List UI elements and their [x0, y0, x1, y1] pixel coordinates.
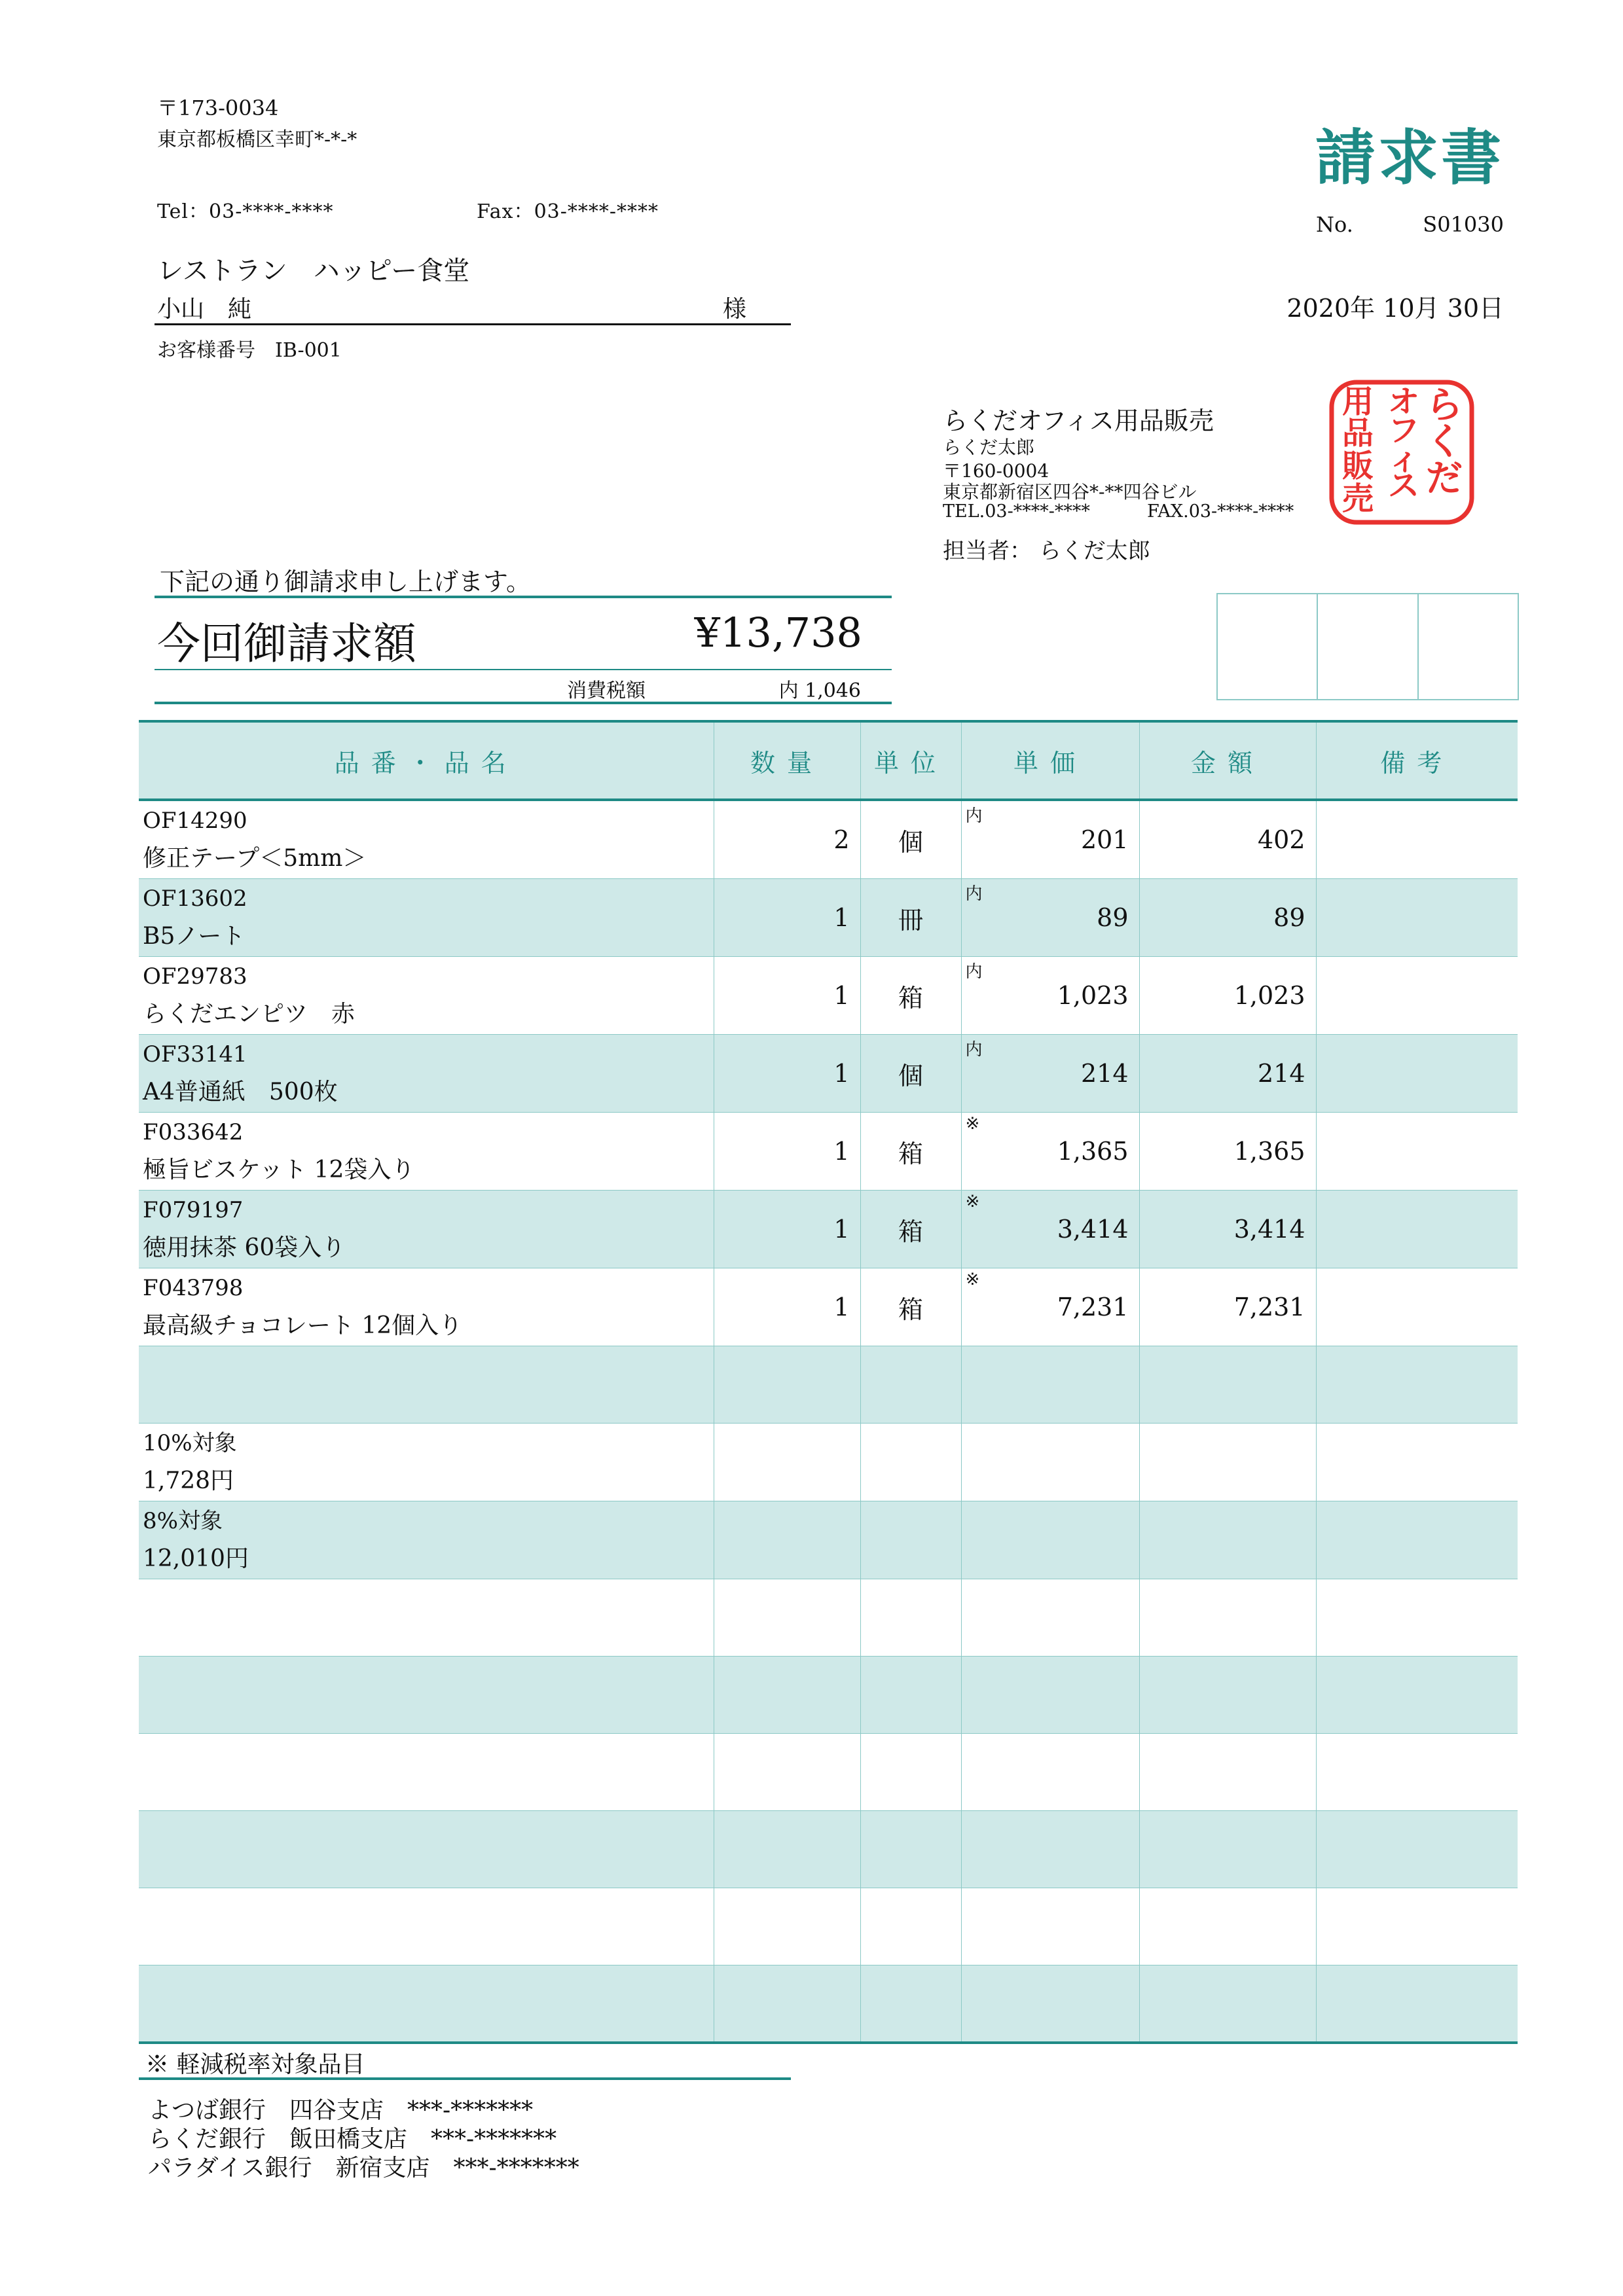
empty-cell [139, 1346, 714, 1424]
col-header-remarks: 備考 [1316, 721, 1518, 800]
item-remarks [1316, 1191, 1518, 1268]
item-qty: 1 [714, 1113, 860, 1191]
empty-cell [961, 1579, 1139, 1657]
customer-number: お客様番号 IB-001 [157, 339, 342, 362]
empty-cell [1139, 1888, 1316, 1965]
empty-cell [961, 1811, 1139, 1888]
table-row-empty [139, 1888, 1518, 1965]
divider [155, 702, 892, 704]
item-amount: 7,231 [1139, 1268, 1316, 1346]
svg-text:ら: ら [1426, 384, 1463, 427]
issuer-company: らくだオフィス用品販売 [943, 406, 1214, 435]
tax-label: 消費税額 [567, 679, 646, 702]
item-price: 89 [1097, 903, 1129, 932]
item-price-cell [961, 1191, 1139, 1268]
empty-cell [1139, 1424, 1316, 1501]
empty-cell [139, 1811, 714, 1888]
empty-cell [1316, 1811, 1518, 1888]
empty-cell [139, 1579, 714, 1657]
empty-cell [714, 1579, 860, 1657]
summary-cell [139, 1501, 714, 1579]
table-header-row [139, 721, 1518, 800]
col-header-unit: 単位 [860, 721, 961, 800]
item-name: 修正テープ＜5mm＞ [143, 845, 367, 872]
empty-cell [714, 1424, 860, 1501]
invoice-number-label: No. [1316, 212, 1353, 237]
empty-cell [714, 1888, 860, 1965]
tax-mark: ※ [965, 1192, 980, 1211]
tax-mark: 内 [965, 884, 983, 904]
item-remarks [1316, 1035, 1518, 1113]
bank-account: パラダイス銀行 新宿支店 ***-******* [148, 2155, 579, 2181]
empty-cell [714, 1346, 860, 1424]
empty-cell [714, 1811, 860, 1888]
empty-cell [961, 1346, 1139, 1424]
item-price: 214 [1080, 1059, 1129, 1088]
table-row [139, 957, 1518, 1035]
document-title: 請求書 [1315, 123, 1504, 193]
item-code: OF29783 [143, 963, 247, 990]
svg-text:販: 販 [1341, 448, 1374, 484]
col-header-qty: 数量 [714, 721, 860, 800]
item-name: 徳用抹茶 60袋入り [143, 1234, 346, 1261]
issuer-tel: TEL.03-****-**** [943, 501, 1090, 522]
bank-account: よつば銀行 四谷支店 ***-******* [148, 2097, 534, 2124]
empty-cell [961, 1888, 1139, 1965]
item-amount: 3,414 [1139, 1191, 1316, 1268]
item-qty: 1 [714, 1268, 860, 1346]
col-header-amount: 金額 [1139, 721, 1316, 800]
tax-mark: ※ [965, 1114, 980, 1134]
item-qty: 1 [714, 1035, 860, 1113]
divider [155, 596, 892, 598]
table-row [139, 1113, 1518, 1191]
item-amount: 1,023 [1139, 957, 1316, 1035]
item-code: OF14290 [143, 808, 247, 834]
summary-cell [139, 1424, 714, 1501]
table-row [139, 1035, 1518, 1113]
recipient-person: 小山 純 [157, 296, 252, 323]
item-code: F043798 [143, 1275, 244, 1301]
recipient-company: レストラン ハッピー食堂 [157, 256, 470, 286]
summary-label: 8%対象 [143, 1508, 223, 1534]
billing-notice: 下記の通り御請求申し上げます。 [160, 567, 531, 596]
item-name: らくだエンピツ 赤 [143, 1001, 356, 1028]
empty-cell [1139, 1965, 1316, 2043]
items-table [139, 720, 1518, 2044]
table-row [139, 1268, 1518, 1346]
issuer-postal: 〒160-0004 [943, 460, 1049, 482]
recipient-fax: Fax：03-****-**** [477, 200, 659, 223]
item-code: F079197 [143, 1197, 244, 1223]
total-amount: ¥13,738 [694, 609, 862, 656]
item-price: 1,023 [1057, 981, 1129, 1010]
item-amount: 89 [1139, 879, 1316, 957]
reduced-tax-note: ※ 軽減税率対象品目 [145, 2051, 365, 2078]
item-code: OF13602 [143, 886, 247, 912]
empty-cell [1139, 1734, 1316, 1811]
empty-cell [860, 1346, 961, 1424]
empty-cell [1316, 1346, 1518, 1424]
summary-value: 12,010円 [143, 1545, 249, 1572]
svg-text:ス: ス [1387, 467, 1420, 504]
item-price: 3,414 [1057, 1215, 1129, 1244]
divider [139, 2077, 791, 2080]
table-row-empty [139, 1965, 1518, 2043]
item-unit: 箱 [860, 1191, 961, 1268]
company-seal-stamp [1328, 378, 1476, 526]
svg-text:フ: フ [1387, 412, 1420, 449]
issuer-person: らくだ太郎 [943, 437, 1035, 458]
item-unit: 個 [860, 1035, 961, 1113]
item-name: 最高級チョコレート 12個入り [143, 1312, 463, 1339]
tax-mark: ※ [965, 1270, 980, 1289]
empty-cell [1316, 1657, 1518, 1734]
col-header-item: 品番・品名 [139, 721, 714, 800]
item-cell [139, 879, 714, 957]
item-name: A4普通紙 500枚 [143, 1079, 338, 1105]
item-remarks [1316, 800, 1518, 879]
bank-account: らくだ銀行 飯田橋支店 ***-******* [148, 2126, 557, 2153]
recipient-tel: Tel：03-****-**** [157, 200, 334, 223]
item-cell [139, 957, 714, 1035]
col-header-price: 単価 [961, 721, 1139, 800]
table-row-empty [139, 1811, 1518, 1888]
summary-value: 1,728円 [143, 1467, 234, 1494]
item-cell [139, 1113, 714, 1191]
item-qty: 2 [714, 800, 860, 879]
empty-cell [1316, 1734, 1518, 1811]
svg-text:ィ: ィ [1387, 441, 1420, 478]
item-remarks [1316, 1113, 1518, 1191]
recipient-address: 東京都板橋区幸町*-*-* [157, 128, 357, 151]
empty-cell [1316, 1579, 1518, 1657]
item-price-cell [961, 800, 1139, 879]
empty-cell [714, 1734, 860, 1811]
approval-stamp-boxes [1216, 593, 1519, 700]
approval-box [1419, 594, 1518, 699]
table-row [139, 1191, 1518, 1268]
recipient-postal: 〒173-0034 [157, 96, 279, 120]
item-qty: 1 [714, 879, 860, 957]
empty-cell [860, 1579, 961, 1657]
tax-mark: 内 [965, 1040, 983, 1060]
empty-cell [714, 1501, 860, 1579]
empty-cell [961, 1965, 1139, 2043]
item-cell [139, 1191, 714, 1268]
tax-amount: 内 1,046 [778, 679, 861, 702]
empty-cell [1316, 1424, 1518, 1501]
item-unit: 箱 [860, 1113, 961, 1191]
item-qty: 1 [714, 957, 860, 1035]
empty-cell [860, 1965, 961, 2043]
item-code: OF33141 [143, 1041, 247, 1067]
empty-cell [961, 1424, 1139, 1501]
item-price: 1,365 [1057, 1137, 1129, 1166]
item-code: F033642 [143, 1119, 244, 1145]
invoice-number: S01030 [1423, 212, 1504, 237]
item-cell [139, 1035, 714, 1113]
tax-mark: 内 [965, 962, 983, 982]
empty-cell [1316, 1965, 1518, 2043]
item-price-cell [961, 879, 1139, 957]
item-price-cell [961, 1113, 1139, 1191]
item-price-cell [961, 1268, 1139, 1346]
tax-mark: 内 [965, 806, 983, 826]
tax-summary-row [139, 1501, 1518, 1579]
item-unit: 箱 [860, 1268, 961, 1346]
svg-text:だ: だ [1426, 457, 1463, 500]
empty-cell [961, 1734, 1139, 1811]
item-price: 7,231 [1057, 1293, 1129, 1321]
item-unit: 冊 [860, 879, 961, 957]
item-cell [139, 1268, 714, 1346]
svg-text:品: 品 [1341, 415, 1374, 452]
empty-cell [860, 1734, 961, 1811]
issuer-address: 東京都新宿区四谷*-**四谷ビル [943, 481, 1197, 503]
empty-cell [1139, 1346, 1316, 1424]
table-row-empty [139, 1579, 1518, 1657]
item-amount: 1,365 [1139, 1113, 1316, 1191]
approval-box [1218, 594, 1318, 699]
item-amount: 214 [1139, 1035, 1316, 1113]
empty-cell [1139, 1811, 1316, 1888]
issuer-fax: FAX.03-****-**** [1147, 501, 1294, 522]
table-row-empty [139, 1657, 1518, 1734]
empty-cell [961, 1501, 1139, 1579]
item-unit: 箱 [860, 957, 961, 1035]
item-price: 201 [1080, 825, 1129, 854]
table-row-empty [139, 1734, 1518, 1811]
item-cell [139, 800, 714, 879]
empty-cell [1139, 1657, 1316, 1734]
item-qty: 1 [714, 1191, 860, 1268]
empty-cell [714, 1965, 860, 2043]
item-unit: 個 [860, 800, 961, 879]
empty-cell [139, 1965, 714, 2043]
empty-cell [860, 1501, 961, 1579]
item-remarks [1316, 879, 1518, 957]
empty-cell [1316, 1888, 1518, 1965]
recipient-underline [155, 323, 791, 325]
svg-text:売: 売 [1341, 480, 1374, 517]
recipient-honorific: 様 [723, 296, 747, 323]
summary-label: 10%対象 [143, 1430, 237, 1456]
table-row [139, 800, 1518, 879]
empty-cell [961, 1657, 1139, 1734]
item-remarks [1316, 1268, 1518, 1346]
table-row [139, 879, 1518, 957]
table-row-empty [139, 1346, 1518, 1424]
empty-cell [1139, 1579, 1316, 1657]
item-name: 極旨ビスケット 12袋入り [143, 1157, 415, 1183]
svg-text:用: 用 [1341, 384, 1374, 420]
empty-cell [139, 1657, 714, 1734]
total-amount-label: 今回御請求額 [157, 619, 416, 669]
empty-cell [714, 1657, 860, 1734]
invoice-date: 2020年 10月 30日 [1286, 294, 1504, 323]
approval-box [1318, 594, 1418, 699]
empty-cell [860, 1657, 961, 1734]
empty-cell [139, 1888, 714, 1965]
empty-cell [139, 1734, 714, 1811]
item-amount: 402 [1139, 800, 1316, 879]
item-price-cell [961, 1035, 1139, 1113]
svg-text:く: く [1426, 421, 1463, 463]
divider [155, 669, 892, 670]
svg-text:オ: オ [1387, 384, 1420, 420]
item-remarks [1316, 957, 1518, 1035]
issuer-contact: 担当者： らくだ太郎 [943, 538, 1150, 564]
empty-cell [860, 1888, 961, 1965]
item-name: B5ノート [143, 923, 246, 950]
empty-cell [1139, 1501, 1316, 1579]
empty-cell [1316, 1501, 1518, 1579]
empty-cell [860, 1424, 961, 1501]
item-price-cell [961, 957, 1139, 1035]
empty-cell [860, 1811, 961, 1888]
tax-summary-row [139, 1424, 1518, 1501]
